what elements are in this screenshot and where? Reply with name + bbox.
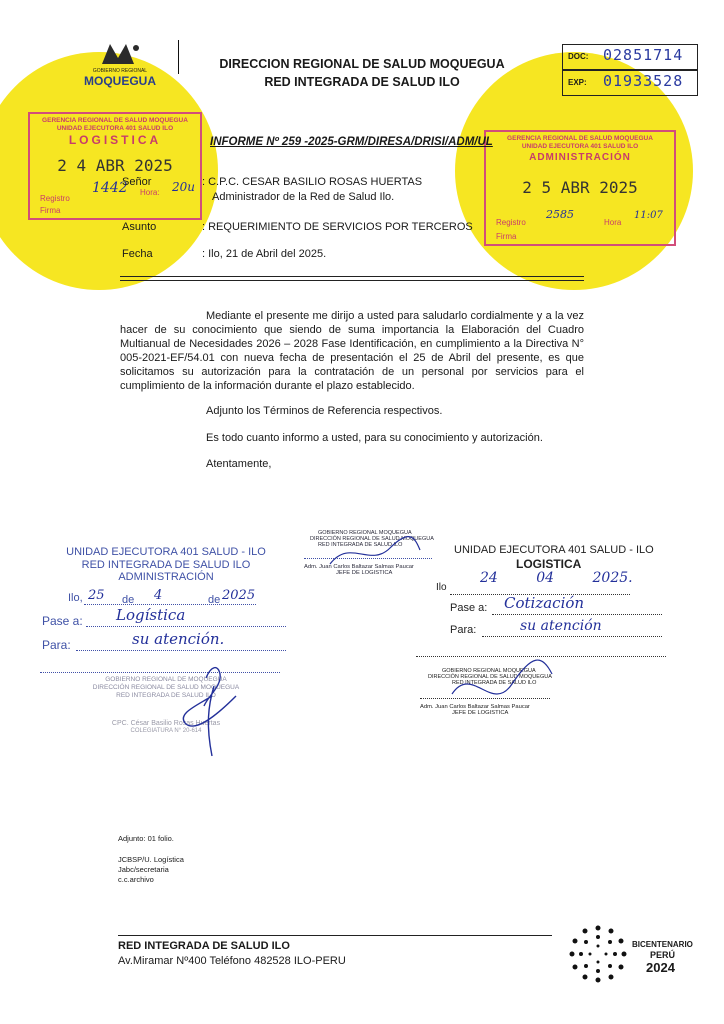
bicentenario-year: 2024 [646,960,675,975]
stamp-right-firma-label: Firma [496,232,517,241]
admin-pase-label: Pase a: [42,614,83,628]
header-title-2: RED INTEGRADA DE SALUD ILO [264,75,460,89]
stamp-left-hora-value: 20u [172,180,195,194]
log-sign-name: Adm. Juan Carlos Baltazar Salmas Paucar [420,704,530,710]
admin-de2: de [208,594,221,606]
bicentenario-label: BICENTENARIO [632,940,693,949]
body-adjunto: Adjunto los Términos de Referencia respectivos. [206,405,443,417]
informe-number: INFORME Nº 259 -2025-GRM/DIRESA/DRISI/ADM/UL [210,136,493,148]
admin-para-value: su atención. [132,630,225,648]
header-rule-2 [120,280,584,281]
body-paragraph: Mediante el presente me dirijo a usted para saludarlo cordialmente y a la vez hacer de su conocimiento que siendo de suma importancia la Elaboración del Cuadro Multianual de Necesidades 2026 – 2028 Fase Identificación, en cumplimiento a la Directiva N° 005-2021-EF/54.01 con nueva fecha de presentación el 25 de Abril del presente, es que solicitamos su autorización para la contratación de un personal por servicios para el cumplimiento de la información durante el plazo establecido. [120,310,584,392]
admin-stamp-line1: UNIDAD EJECUTORA 401 SALUD - ILO [66,546,266,558]
admin-seal3: RED INTEGRADA DE SALUD ILO [116,692,216,699]
stamp-right-registro-label: Registro [496,218,526,227]
log-seal2: DIRECCIÓN REGIONAL DE SALUD MOQUEGUA [428,674,552,680]
logistica-derivation-stamp [412,544,682,724]
admin-year: 2025 [222,588,256,603]
log-sign-role: JEFE DE LOGISTICA [452,710,509,716]
log-stamp-line1: UNIDAD EJECUTORA 401 SALUD - ILO [454,544,654,556]
center-seal-line2: DIRECCIÓN REGIONAL DE SALUD MOQUEGUA [310,536,434,542]
log-signature [412,544,682,724]
doc-box [562,44,698,70]
fecha-value: : Ilo, 21 de Abril del 2025. [202,248,327,260]
bicentenario-peru: PERÚ [650,950,676,960]
logistica-reception-stamp [28,112,202,220]
admin-stamp-line3: ADMINISTRACIÓN [118,571,214,583]
stamp-left-line2: UNIDAD EJECUTORA 401 SALUD ILO [56,125,174,132]
administracion-derivation-stamp [36,546,296,766]
log-pase-label: Pase a: [450,602,488,614]
footer-rule [118,935,552,936]
senor-role: Administrador de la Red de Salud Ilo. [212,191,395,203]
stamp-right-title: ADMINISTRACIÓN [529,152,631,163]
stamp-right-line2: UNIDAD EJECUTORA 401 SALUD ILO [521,143,639,150]
log-seal1: GOBIERNO REGIONAL MOQUEGUA [442,668,536,674]
exp-label: EXP: [568,78,587,87]
footer-org: RED INTEGRADA DE SALUD ILO [118,940,290,952]
stamp-right-hora-label: Hora [604,218,622,227]
note-ref2: Jabc/secretaria [118,865,169,874]
admin-seal1: GOBIERNO REGIONAL DE MOQUEGUA [105,676,227,683]
log-stamp-line2: LOGISTICA [516,557,582,571]
logo-region-small: GOBIERNO REGIONAL [92,68,148,74]
stamp-left-date: 2 4 ABR 2025 [57,156,173,175]
stamp-left-title: LOGISTICA [68,133,162,147]
log-ilo-label: Ilo [436,582,447,593]
stamp-right-registro-value: 2585 [546,208,574,221]
note-ref1: JCBSP/U. Logística [118,855,184,864]
stamp-right-date: 2 5 ABR 2025 [522,178,638,197]
asunto-label: Asunto [122,221,157,233]
log-para-label: Para: [450,624,477,636]
exp-value: 01933528 [603,72,684,90]
bicentenario-emblem-icon [566,922,630,986]
senor-label: Señor [122,176,152,188]
center-seal-role: JEFE DE LOGISTICA [336,570,393,576]
log-date-hand: 24 04 2025. [480,570,633,586]
asunto-value: : REQUERIMIENTO DE SERVICIOS POR TERCEROS [202,221,473,233]
center-seal-name: Adm. Juan Carlos Baltazar Salmas Paucar [304,564,414,570]
center-seal-line1: GOBIERNO REGIONAL MOQUEGUA [318,530,412,536]
log-para-value: su atención [520,618,602,634]
admin-pase-value: Logística [116,606,186,624]
senor-name: : C.P.C. CESAR BASILIO ROSAS HUERTAS [202,176,423,188]
stamp-right-line1: GERENCIA REGIONAL DE SALUD MOQUEGUA [507,135,653,142]
stamp-left-line1: GERENCIA REGIONAL DE SALUD MOQUEGUA [42,117,188,124]
exp-box [562,70,698,96]
log-seal3: RED INTEGRADA DE SALUD ILO [452,680,537,686]
body-es-todo: Es todo cuanto informo a usted, para su conocimiento y autorización. [206,432,543,444]
logo-region-name: MOQUEGUA [84,74,156,88]
admin-signature [36,546,296,766]
admin-para-label: Para: [42,638,71,652]
note-adjunto: Adjunto: 01 folio. [118,834,174,843]
center-seal-line3: RED INTEGRADA DE SALUD ILO [318,542,403,548]
doc-label: DOC: [568,52,589,61]
admin-de1: de [122,594,135,606]
header-title-1: DIRECCION REGIONAL DE SALUD MOQUEGUA [219,57,505,71]
body-atentamente: Atentamente, [206,458,272,470]
admin-seal2: DIRECCIÓN REGIONAL DE SALUD MOQUEGUA [92,684,240,691]
log-pase-value: Cotización [504,594,585,612]
admin-day: 25 [88,588,105,603]
fecha-label: Fecha [122,248,153,260]
note-ref3: c.c.archivo [118,875,154,884]
admin-month: 4 [154,588,163,603]
admin-ilo-label: Ilo, [68,592,83,604]
stamp-left-registro-label: Registro [40,194,70,203]
stamp-left-firma-label: Firma [40,206,61,215]
administracion-reception-stamp [484,130,676,246]
stamp-right-hora-value: 11:07 [634,210,663,221]
footer-address: Av.Miramar Nº400 Teléfono 482528 ILO-PERU [118,955,346,967]
bicentenario-logo [566,922,706,986]
stamp-left-hora-label: Hora: [140,188,160,197]
stamp-left-registro-value: 1442 [92,180,128,196]
doc-value: 02851714 [603,46,684,64]
admin-stamp-line2: RED INTEGRADA DE SALUD ILO [81,559,251,571]
header-rule-1 [120,276,584,277]
admin-sign-name: CPC. César Basilio Rosas Huertas [111,720,221,727]
admin-sign-role: COLEGIATURA N° 20-614 [130,728,202,734]
